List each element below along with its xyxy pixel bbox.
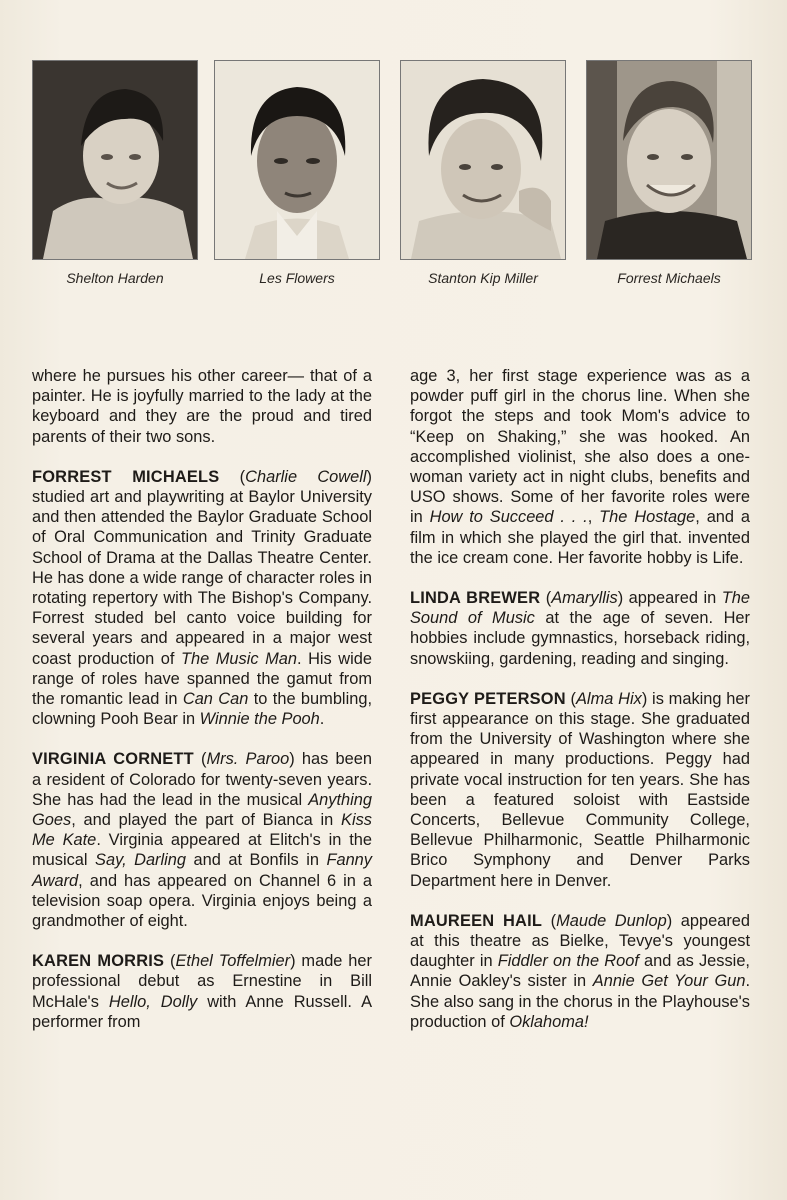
headshot-card — [586, 60, 752, 286]
bio-forrest-michaels: FORREST MICHAELS (Charlie Cowell) studied art and playwriting at Baylor University and then attended the Baylor Graduate School of Oral Communication and Trinity Graduate School of Drama at the Dallas Theatre Center. He has done a wide range of character roles in rotating repertory with The Bishop's Company. Forrest studed bel canto voice building for several years and appeared in a major west coast production of The Music Man. His wide range of roles have spanned the gamut from the romantic lead in Can Can to the bumbling, clowning Pooh Bear in Winnie the Pooh. — [32, 467, 373, 729]
role-name: Charlie Cowell — [245, 467, 367, 486]
bio-peggy-peterson: PEGGY PETERSON (Alma Hix) is making her first appearance on this stage. She graduated from the University of Washington where she appeared in many productions. Peggy had private vocal instruction for ten years. She has been a featured soloist with Eastside Concerts, Bellevue Community College, Bellevue Philharmonic, Seattle Philharmonic Brico Symphony and Denver Parks Department here in Denver. — [410, 689, 750, 890]
actor-name: KAREN MORRIS — [32, 952, 165, 971]
portrait-photo — [586, 60, 752, 260]
bio-column-left — [32, 366, 372, 1032]
role-name: Ethel Toffelmier — [175, 952, 291, 971]
bio-linda-brewer: LINDA BREWER (Amaryllis) appeared in The Sound of Music at the age of seven. Her hobbies include gymnastics, horseback riding, snowskiing, gardening, reading and singing. — [410, 589, 750, 668]
portrait-photo — [32, 60, 198, 260]
bio-karen-morris-continued: age 3, her first stage experience was as a powder puff girl in the chorus line. When she forgot the steps and took Mom's advice to “Keep on Shaking,” she was hooked. An accomplished violinist, she also does a one-woman variety act in night clubs, benefits and USO shows. Some of her favorite roles were in How to Succeed . . ., The Hostage, and a film in which she played the girl that. invented the ice cream cone. Her favorite hobby is Life. — [410, 367, 751, 567]
headshot-card — [32, 60, 198, 286]
actor-name: LINDA BREWER — [410, 589, 541, 608]
portrait-photo — [214, 60, 380, 260]
headshot-card — [400, 60, 566, 286]
portrait-image — [401, 61, 565, 259]
role-name: Maude Dunlop — [556, 911, 667, 930]
bio-column-right — [410, 366, 750, 1032]
bio-continuation: where he pursues his other career— that of a painter. He is joyfully married to the lady at the keyboard and they are the proud and tired parents of their two sons. — [32, 367, 372, 446]
actor-name: PEGGY PETERSON — [410, 689, 566, 708]
actor-name: MAUREEN HAIL — [410, 911, 543, 930]
bio-virginia-cornett: VIRGINIA CORNETT (Mrs. Paroo) has been a resident of Colorado for twenty-seven years. She has had the lead in the musical Anything Goes, and played the part of Bianca in Kiss Me Kate. Virginia appeared at Elitch's in the musical Say, Darling and at Bonfils in Fanny Award, and has appeared on Channel 6 in a television soap opera. Virginia enjoys being a grandmother of eight. — [32, 750, 372, 931]
headshot-card — [214, 60, 380, 286]
actor-name: FORREST MICHAELS — [32, 467, 220, 486]
photo-caption: Les Flowers — [259, 270, 335, 286]
portrait-photo — [400, 60, 566, 260]
photo-caption: Forrest Michaels — [617, 270, 721, 286]
portrait-image — [587, 61, 751, 259]
headshot-row — [32, 60, 752, 300]
role-name: Mrs. Paroo — [206, 750, 290, 769]
actor-name: VIRGINIA CORNETT — [32, 750, 194, 769]
portrait-image — [215, 61, 379, 259]
role-name: Amaryllis — [551, 589, 618, 608]
role-name: Alma Hix — [576, 689, 642, 708]
bio-maureen-hail: MAUREEN HAIL (Maude Dunlop) appeared at this theatre as Bielke, Tevye's youngest daughter in Fiddler on the Roof and as Jessie, Annie Oakley's sister in Annie Get Your Gun. She also sang in the chorus in the Playhouse's production of Oklahoma! — [410, 911, 751, 1031]
portrait-image — [33, 61, 197, 259]
bio-karen-morris: KAREN MORRIS (Ethel Toffelmier) made her professional debut as Ernestine in Bill McHale's Hello, Dolly with Anne Russell. A performer from — [32, 952, 373, 1031]
photo-caption: Stanton Kip Miller — [428, 270, 538, 286]
photo-caption: Shelton Harden — [66, 270, 164, 286]
